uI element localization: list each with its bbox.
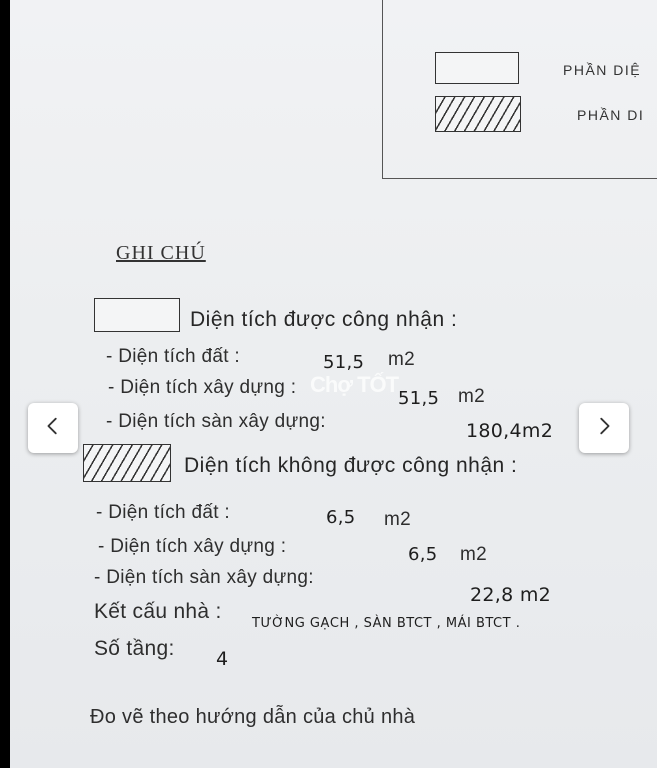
unrecognized-land-unit: m2 <box>384 509 411 530</box>
unrecognized-build-label: - Diện tích xây dựng : <box>98 536 287 557</box>
unrecognized-land-label: - Diện tích đất : <box>96 502 230 523</box>
legend-swatch-hatched <box>435 96 521 132</box>
structure-value: TƯỜNG GẠCH , SÀN BTCT , MÁI BTCT . <box>252 616 521 631</box>
next-image-button[interactable] <box>579 403 629 453</box>
unrecognized-title: Diện tích không được công nhận : <box>184 454 518 477</box>
recognized-land-label: - Diện tích đất : <box>106 346 240 367</box>
unrecognized-build-unit: m2 <box>460 544 487 565</box>
unrecognized-build-value: 6,5 <box>408 544 438 565</box>
swatch-unrecognized <box>83 444 171 482</box>
recognized-land-unit: m2 <box>388 349 415 370</box>
structure-label: Kết cấu nhà : <box>94 600 222 623</box>
recognized-build-label: - Diện tích xây dựng : <box>108 377 297 398</box>
chevron-left-icon <box>42 415 64 442</box>
recognized-floor-label: - Diện tích sàn xây dựng: <box>106 411 326 432</box>
unrecognized-floor-value: 22,8 m2 <box>470 584 552 606</box>
legend-swatch-plain <box>435 52 519 84</box>
footer-note: Đo vẽ theo hướng dẫn của chủ nhà <box>90 706 416 728</box>
recognized-build-value: 51,5 <box>398 388 440 409</box>
legend-box <box>382 0 657 179</box>
legend-label-recognized: PHẦN DIỆ <box>563 62 642 78</box>
unrecognized-land-value: 6,5 <box>326 507 356 528</box>
recognized-build-unit: m2 <box>458 386 485 407</box>
recognized-floor-value: 180,4m2 <box>466 420 554 442</box>
recognized-title: Diện tích được công nhận : <box>190 308 458 331</box>
floors-label: Số tầng: <box>94 637 175 660</box>
watermark: Chợ TỐT <box>310 372 399 397</box>
unrecognized-floor-label: - Diện tích sàn xây dựng: <box>94 567 314 588</box>
notes-heading: GHI CHÚ <box>116 242 206 264</box>
chevron-right-icon <box>593 415 615 442</box>
recognized-land-value: 51,5 <box>323 352 365 373</box>
swatch-recognized <box>94 298 180 332</box>
legend-label-unrecognized: PHẦN DI <box>577 107 645 123</box>
floors-value: 4 <box>216 648 229 670</box>
prev-image-button[interactable] <box>28 403 78 453</box>
